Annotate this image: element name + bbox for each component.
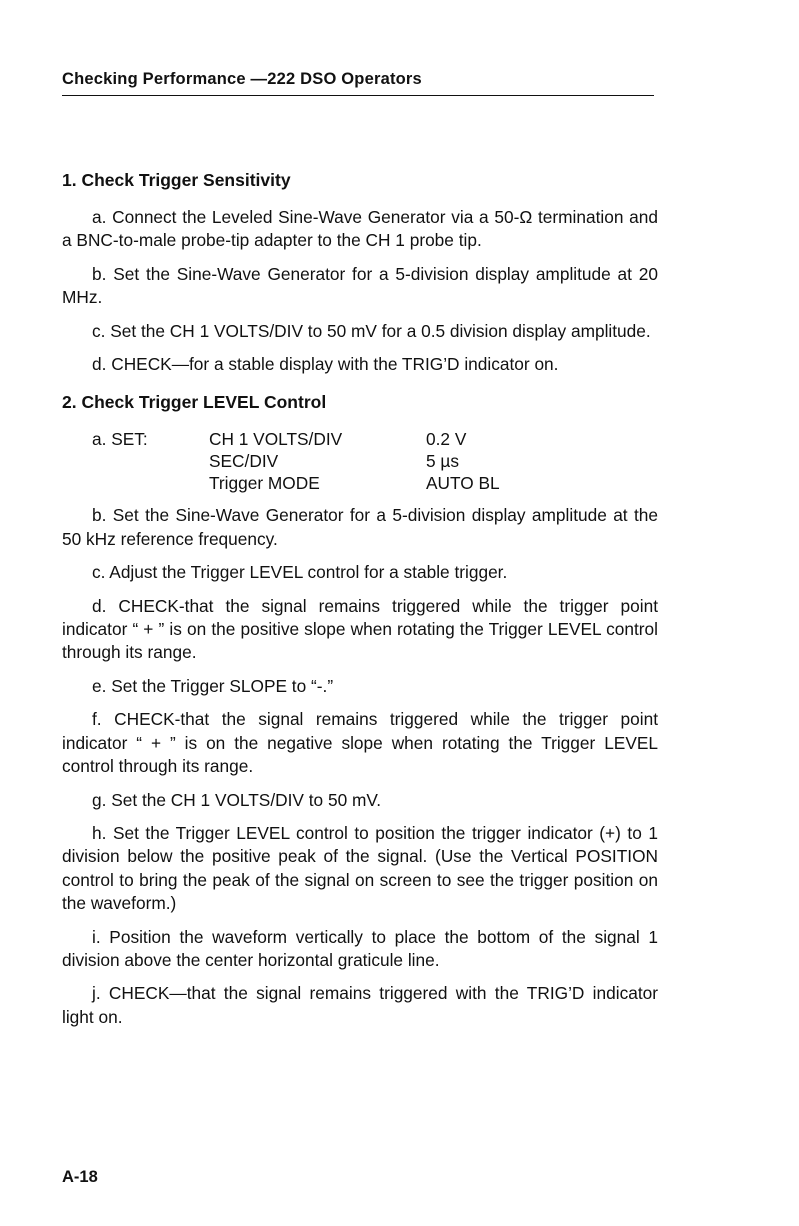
section-2-title: 2. Check Trigger LEVEL Control (62, 392, 327, 413)
step-2e: e. Set the Trigger SLOPE to “-.” (92, 675, 334, 696)
step-1a: a. Connect the Leveled Sine-Wave Generator via a 50-Ω termination and a BNC-to-male probe-tip adapter to the CH 1 probe tip. (62, 207, 658, 251)
step-1d: d. CHECK—for a stable display with the TRIG’D indicator on. (92, 354, 559, 375)
step-2b: b. Set the Sine-Wave Generator for a 5-division display amplitude at the 50 kHz reference frequency. (62, 505, 658, 549)
step-2d: d. CHECK-that the signal remains triggered while the trigger point indicator “ + ” is on the positive slope when rotating the Trigger LEVEL control through its range. (62, 595, 658, 663)
step-2i: i. Position the waveform vertically to place the bottom of the signal 1 division above the center horizontal graticule line. (62, 926, 658, 970)
setting-value: 0.2 V (426, 429, 467, 450)
step-2j: j. CHECK—that the signal remains triggered with the TRIG’D indicator light on. (62, 983, 658, 1027)
settings-table (62, 428, 658, 494)
step-2f: f. CHECK-that the signal remains triggered while the trigger point indicator “ + ” is on the negative slope when rotating the Trigger LEVEL control through its range. (62, 709, 658, 777)
section-1-title: 1. Check Trigger Sensitivity (62, 170, 291, 190)
setting-value: 5 µs (426, 451, 460, 472)
step-2h: h. Set the Trigger LEVEL control to position the trigger indicator (+) to 1 division below the positive peak of the signal. (Use the Vertical POSITION control to bring the peak of the signal on screen to see the trigger position on the waveform.) (62, 822, 658, 914)
set-label: a. SET: (92, 429, 148, 450)
running-header: Checking Performance —222 DSO Operators (62, 70, 654, 96)
setting-name: Trigger MODE (209, 473, 320, 494)
page-number: A-18 (62, 1168, 98, 1186)
step-2c: c. Adjust the Trigger LEVEL control for a stable trigger. (92, 562, 508, 583)
step-2g: g. Set the CH 1 VOLTS/DIV to 50 mV. (92, 789, 382, 810)
setting-name: SEC/DIV (209, 451, 279, 472)
step-1b: b. Set the Sine-Wave Generator for a 5-division display amplitude at 20 MHz. (62, 263, 658, 308)
step-1c: c. Set the CH 1 VOLTS/DIV to 50 mV for a 0.5 division display amplitude. (92, 320, 651, 341)
setting-value: AUTO BL (426, 473, 500, 494)
setting-name: CH 1 VOLTS/DIV (209, 429, 343, 450)
main-content (62, 168, 658, 1039)
